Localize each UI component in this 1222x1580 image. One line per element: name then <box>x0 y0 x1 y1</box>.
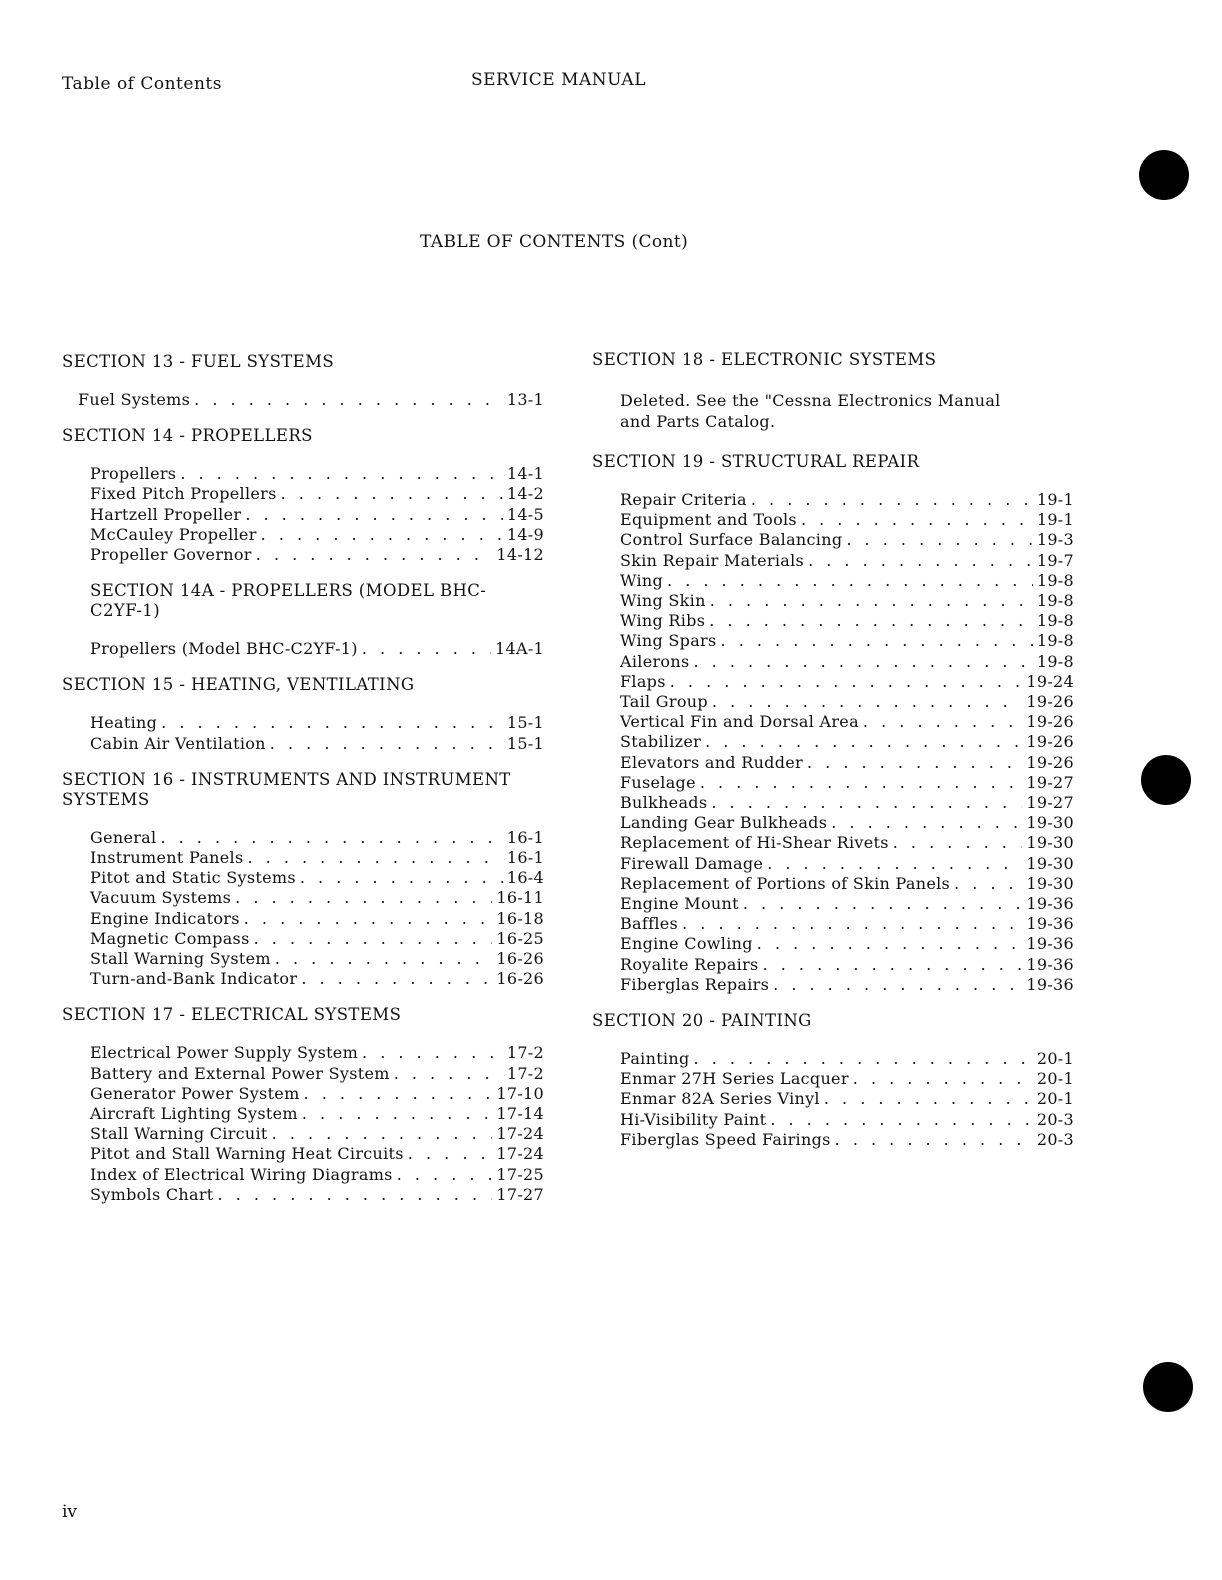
dot-leader <box>954 874 1022 894</box>
toc-entry-page: 20-1 <box>1036 1049 1074 1069</box>
toc-entry-page: 17-24 <box>496 1124 544 1144</box>
toc-left-column <box>62 352 544 1221</box>
toc-entry-label: Landing Gear Bulkheads <box>620 813 828 833</box>
toc-entry-page: 17-25 <box>496 1164 544 1184</box>
toc-entry-label: Baffles <box>620 914 679 934</box>
toc-entry-label: Firewall Damage <box>620 853 764 873</box>
dot-leader <box>824 1089 1033 1109</box>
toc-entry-label: Battery and External Power System <box>90 1063 390 1083</box>
dot-leader <box>235 888 492 908</box>
dot-leader <box>808 551 1033 571</box>
toc-entry-label: Fuselage <box>620 772 696 792</box>
dot-leader <box>801 510 1033 530</box>
dot-leader <box>302 1104 493 1124</box>
toc-entry <box>592 833 1074 853</box>
toc-entry-page: 20-3 <box>1036 1129 1074 1149</box>
dot-leader <box>270 734 503 754</box>
toc-entry-page: 19-8 <box>1036 611 1074 631</box>
toc-entry <box>592 1069 1074 1089</box>
dot-leader <box>362 1043 503 1063</box>
toc-entry-page: 19-8 <box>1036 631 1074 651</box>
toc-entry-page: 19-30 <box>1026 873 1074 893</box>
dot-leader <box>304 1084 493 1104</box>
punch-hole-middle <box>1141 755 1191 805</box>
toc-entry-page: 16-25 <box>496 928 544 948</box>
section-18-note-line-2: and Parts Catalog. <box>620 412 776 431</box>
dot-leader <box>281 484 503 504</box>
dot-leader <box>256 545 493 565</box>
toc-entry <box>62 1185 544 1205</box>
section-18-heading: SECTION 18 - ELECTRONIC SYSTEMS <box>592 350 937 369</box>
dot-leader <box>763 955 1023 975</box>
dot-leader <box>831 813 1022 833</box>
punch-hole-top <box>1139 150 1189 200</box>
toc-entry-page: 19-36 <box>1026 954 1074 974</box>
toc-entry-label: Propeller Governor <box>90 545 252 565</box>
toc-entry-label: Elevators and Rudder <box>620 752 803 772</box>
toc-entry-label: Fuel Systems <box>78 390 191 409</box>
toc-entry-label: McCauley Propeller <box>90 524 257 544</box>
dot-leader <box>247 848 502 868</box>
toc-entry <box>592 1130 1074 1150</box>
toc-entry-label: Hi-Visibility Paint <box>620 1109 767 1129</box>
toc-entry-page: 16-1 <box>506 848 544 868</box>
dot-leader <box>893 833 1023 853</box>
toc-entry-page: 17-24 <box>496 1144 544 1164</box>
section-14a-entries <box>62 639 544 659</box>
toc-entry-page: 19-26 <box>1026 732 1074 752</box>
running-header-center: SERVICE MANUAL <box>471 70 646 90</box>
toc-entry <box>62 828 544 848</box>
section-15-entries <box>62 713 544 753</box>
toc-entry <box>62 909 544 929</box>
toc-entry-page: 19-36 <box>1026 934 1074 954</box>
toc-entry-label: Propellers <box>90 464 177 484</box>
toc-entry-page: 15-1 <box>506 733 544 753</box>
toc-entry-page: 20-1 <box>1036 1089 1074 1109</box>
toc-entry <box>62 1084 544 1104</box>
toc-entry-label: Hartzell Propeller <box>90 504 242 524</box>
toc-entry-label: Royalite Repairs <box>620 954 759 974</box>
toc-entry <box>62 639 544 659</box>
toc-entry-page: 16-4 <box>506 868 544 888</box>
toc-entry <box>592 894 1074 914</box>
toc-entry-label: Control Surface Balancing <box>620 530 843 550</box>
toc-entry-page: 19-8 <box>1036 651 1074 671</box>
toc-entry-label: Heating <box>90 713 158 733</box>
toc-entry-label: Fiberglas Speed Fairings <box>620 1129 831 1149</box>
section-16-entries <box>62 828 544 990</box>
dot-leader <box>301 969 492 989</box>
toc-entry-page: 19-27 <box>1026 793 1074 813</box>
toc-entry <box>592 1049 1074 1069</box>
toc-entry <box>62 734 544 754</box>
dot-leader <box>705 732 1022 752</box>
toc-entry-page: 20-1 <box>1036 1069 1074 1089</box>
toc-entry-page: 17-10 <box>496 1083 544 1103</box>
toc-entry-label: General <box>90 827 157 847</box>
section-19-entries <box>592 490 1074 995</box>
dot-leader <box>863 712 1022 732</box>
toc-entry-label: Vertical Fin and Dorsal Area <box>620 712 859 732</box>
toc-entry-label: Electrical Power Supply System <box>90 1043 359 1063</box>
toc-entry <box>62 1043 544 1063</box>
running-header-left: Table of Contents <box>62 74 222 94</box>
dot-leader <box>711 793 1022 813</box>
toc-entry-page: 20-3 <box>1036 1109 1074 1129</box>
toc-entry <box>62 505 544 525</box>
toc-entry-page: 19-1 <box>1036 490 1074 509</box>
toc-entry <box>62 969 544 989</box>
punch-hole-bottom <box>1143 1362 1193 1412</box>
toc-entry-label: Replacement of Hi-Shear Rivets <box>620 833 889 853</box>
dot-leader <box>218 1185 493 1205</box>
toc-entry-label: Wing <box>620 570 664 590</box>
dot-leader <box>712 692 1022 712</box>
toc-entry-label: Generator Power System <box>90 1083 300 1103</box>
toc-entry <box>592 692 1074 712</box>
toc-entry <box>62 929 544 949</box>
toc-entry-label: Enmar 27H Series Lacquer <box>620 1069 849 1089</box>
section-13-heading: SECTION 13 - FUEL SYSTEMS <box>62 352 335 371</box>
toc-entry-page: 19-26 <box>1026 692 1074 712</box>
toc-entry <box>62 484 544 504</box>
toc-entry-page: 16-18 <box>496 908 544 928</box>
toc-entry <box>592 712 1074 732</box>
toc-entry-label: Stall Warning Circuit <box>90 1124 268 1144</box>
dot-leader <box>770 1110 1033 1130</box>
dot-leader <box>161 713 503 733</box>
toc-entry <box>62 1104 544 1124</box>
dot-leader <box>835 1130 1033 1150</box>
toc-entry <box>592 975 1074 995</box>
toc-entry-page: 19-30 <box>1026 813 1074 833</box>
toc-entry-page: 19-36 <box>1026 974 1074 994</box>
toc-entry-label: Tail Group <box>620 692 708 712</box>
toc-entry-page: 14-5 <box>506 504 544 524</box>
toc-entry <box>592 672 1074 692</box>
dot-leader <box>275 949 493 969</box>
section-16-heading: SECTION 16 - INSTRUMENTS AND INSTRUMENT SYSTEMS <box>62 769 511 809</box>
toc-entry-page: 19-36 <box>1026 894 1074 914</box>
toc-entry <box>592 914 1074 934</box>
toc-entry-label: Aircraft Lighting System <box>90 1104 298 1124</box>
toc-right-column <box>592 350 1074 1166</box>
dot-leader <box>244 909 493 929</box>
toc-entry <box>62 868 544 888</box>
section-18-note-line-1: Deleted. See the "Cessna Electronics Manual <box>620 391 1001 410</box>
toc-entry <box>592 571 1074 591</box>
dot-leader <box>180 464 503 484</box>
toc-entry-page: 13-1 <box>506 390 544 409</box>
dot-leader <box>721 631 1033 651</box>
section-14-entries <box>62 464 544 565</box>
toc-entry-label: Fixed Pitch Propellers <box>90 484 277 504</box>
dot-leader <box>667 571 1033 591</box>
section-15-heading: SECTION 15 - HEATING, VENTILATING <box>62 675 415 695</box>
toc-entry-label: Symbols Chart <box>90 1184 214 1204</box>
section-13-entries <box>62 390 544 410</box>
toc-entry-page: 19-8 <box>1036 591 1074 611</box>
toc-entry <box>592 530 1074 550</box>
toc-entry <box>592 955 1074 975</box>
toc-entry-page: 19-8 <box>1036 570 1074 590</box>
section-18-note <box>592 390 1074 432</box>
toc-entry <box>62 1165 544 1185</box>
dot-leader <box>710 591 1033 611</box>
toc-entry <box>62 713 544 733</box>
toc-entry-label: Ailerons <box>620 651 690 671</box>
section-20-heading: SECTION 20 - PAINTING <box>592 1011 812 1031</box>
section-17-entries <box>62 1043 544 1205</box>
section-14-heading: SECTION 14 - PROPELLERS <box>62 426 313 446</box>
toc-entry <box>62 525 544 545</box>
toc-entry <box>62 848 544 868</box>
toc-entry <box>592 854 1074 874</box>
toc-entry-page: 17-2 <box>506 1063 544 1083</box>
toc-entry-label: Flaps <box>620 671 666 691</box>
toc-entry <box>592 591 1074 611</box>
toc-entry-page: 19-26 <box>1026 752 1074 772</box>
toc-entry-page: 19-36 <box>1026 914 1074 934</box>
toc-entry-page: 19-7 <box>1036 550 1074 570</box>
toc-entry-label: Pitot and Stall Warning Heat Circuits <box>90 1144 404 1164</box>
toc-entry-page: 16-1 <box>506 827 544 847</box>
toc-entry <box>62 464 544 484</box>
toc-entry <box>592 652 1074 672</box>
dot-leader <box>272 1124 493 1144</box>
toc-entry-page: 19-1 <box>1036 510 1074 530</box>
toc-entry-label: Equipment and Tools <box>620 510 797 530</box>
toc-entry <box>62 888 544 908</box>
dot-leader <box>300 868 503 888</box>
toc-entry <box>592 611 1074 631</box>
dot-leader <box>853 1069 1033 1089</box>
dot-leader <box>394 1064 503 1084</box>
dot-leader <box>261 525 503 545</box>
toc-entry-page: 19-30 <box>1026 833 1074 853</box>
toc-entry <box>62 1064 544 1084</box>
toc-entry-page: 14-1 <box>506 464 544 484</box>
toc-entry-label: Turn-and-Bank Indicator <box>90 969 298 989</box>
toc-entry-page: 17-27 <box>496 1184 544 1204</box>
dot-leader <box>682 914 1022 934</box>
toc-entry-label: Engine Cowling <box>620 934 753 954</box>
dot-leader <box>194 390 503 410</box>
toc-entry <box>592 874 1074 894</box>
dot-leader <box>700 773 1023 793</box>
toc-entry-label: Vacuum Systems <box>90 888 232 908</box>
dot-leader <box>362 639 491 659</box>
section-20-entries <box>592 1049 1074 1150</box>
toc-entry-label: Stabilizer <box>620 732 702 752</box>
toc-entry-page: 16-11 <box>496 888 544 908</box>
toc-entry <box>592 510 1074 530</box>
toc-entry <box>62 545 544 565</box>
toc-entry-page: 14-9 <box>506 524 544 544</box>
toc-entry <box>592 813 1074 833</box>
toc-entry-label: Fiberglas Repairs <box>620 974 770 994</box>
toc-entry <box>592 1089 1074 1109</box>
toc-entry-page: 16-26 <box>496 949 544 969</box>
dot-leader <box>694 1049 1033 1069</box>
toc-entry-page: 14A-1 <box>495 639 544 659</box>
toc-entry-page: 17-14 <box>496 1104 544 1124</box>
toc-entry-page: 19-24 <box>1026 671 1074 691</box>
dot-leader <box>160 828 502 848</box>
dot-leader <box>670 672 1023 692</box>
toc-entry <box>592 934 1074 954</box>
toc-entry <box>592 631 1074 651</box>
toc-entry <box>62 949 544 969</box>
dot-leader <box>693 652 1032 672</box>
section-19-heading: SECTION 19 - STRUCTURAL REPAIR <box>592 452 920 471</box>
toc-entry-page: 19-27 <box>1026 772 1074 792</box>
dot-leader <box>773 975 1022 995</box>
toc-entry-label: Pitot and Static Systems <box>90 868 296 888</box>
toc-entry-page: 14-2 <box>506 484 544 504</box>
toc-entry-page: 17-2 <box>506 1043 544 1063</box>
toc-entry-page: 15-1 <box>506 713 544 733</box>
toc-entry-label: Propellers (Model BHC-C2YF-1) <box>90 639 358 659</box>
toc-entry-label: Wing Ribs <box>620 611 706 631</box>
toc-entry-page: 19-26 <box>1026 712 1074 732</box>
dot-leader <box>245 505 503 525</box>
toc-entry-page: 14-12 <box>496 545 544 565</box>
toc-entry-label: Repair Criteria <box>620 490 747 509</box>
toc-entry-label: Wing Skin <box>620 591 706 611</box>
toc-entry-page: 19-3 <box>1036 530 1074 550</box>
toc-entry <box>62 390 544 410</box>
dot-leader <box>767 854 1022 874</box>
toc-entry <box>592 490 1074 510</box>
toc-entry-label: Magnetic Compass <box>90 928 250 948</box>
toc-entry-label: Enmar 82A Series Vinyl <box>620 1089 820 1109</box>
dot-leader <box>807 753 1022 773</box>
toc-entry <box>592 773 1074 793</box>
toc-entry-label: Engine Mount <box>620 894 739 914</box>
toc-entry-label: Bulkheads <box>620 793 708 813</box>
dot-leader <box>743 894 1023 914</box>
toc-entry-label: Instrument Panels <box>90 848 244 868</box>
dot-leader <box>408 1144 493 1164</box>
section-14a-heading: SECTION 14A - PROPELLERS (MODEL BHC- C2YF-1) <box>90 581 487 621</box>
toc-entry <box>592 1110 1074 1130</box>
toc-entry-label: Stall Warning System <box>90 949 271 969</box>
toc-entry-page: 16-26 <box>496 969 544 989</box>
dot-leader <box>709 611 1033 631</box>
toc-entry <box>592 793 1074 813</box>
dot-leader <box>846 530 1032 550</box>
toc-entry-page: 19-30 <box>1026 853 1074 873</box>
toc-entry-label: Cabin Air Ventilation <box>90 733 266 753</box>
toc-entry <box>592 551 1074 571</box>
toc-entry <box>592 732 1074 752</box>
toc-entry-label: Painting <box>620 1049 690 1069</box>
section-17-heading: SECTION 17 - ELECTRICAL SYSTEMS <box>62 1005 402 1025</box>
dot-leader <box>397 1165 493 1185</box>
toc-entry-label: Wing Spars <box>620 631 717 651</box>
dot-leader <box>757 934 1023 954</box>
toc-entry-label: Engine Indicators <box>90 908 240 928</box>
toc-entry-label: Index of Electrical Wiring Diagrams <box>90 1164 393 1184</box>
toc-entry <box>62 1144 544 1164</box>
toc-entry-label: Replacement of Portions of Skin Panels <box>620 873 951 893</box>
toc-entry-label: Skin Repair Materials <box>620 550 805 570</box>
dot-leader <box>751 490 1033 510</box>
toc-entry <box>592 753 1074 773</box>
page-title: TABLE OF CONTENTS (Cont) <box>420 232 689 252</box>
toc-entry <box>62 1124 544 1144</box>
page-number: iv <box>62 1502 78 1522</box>
dot-leader <box>254 929 493 949</box>
